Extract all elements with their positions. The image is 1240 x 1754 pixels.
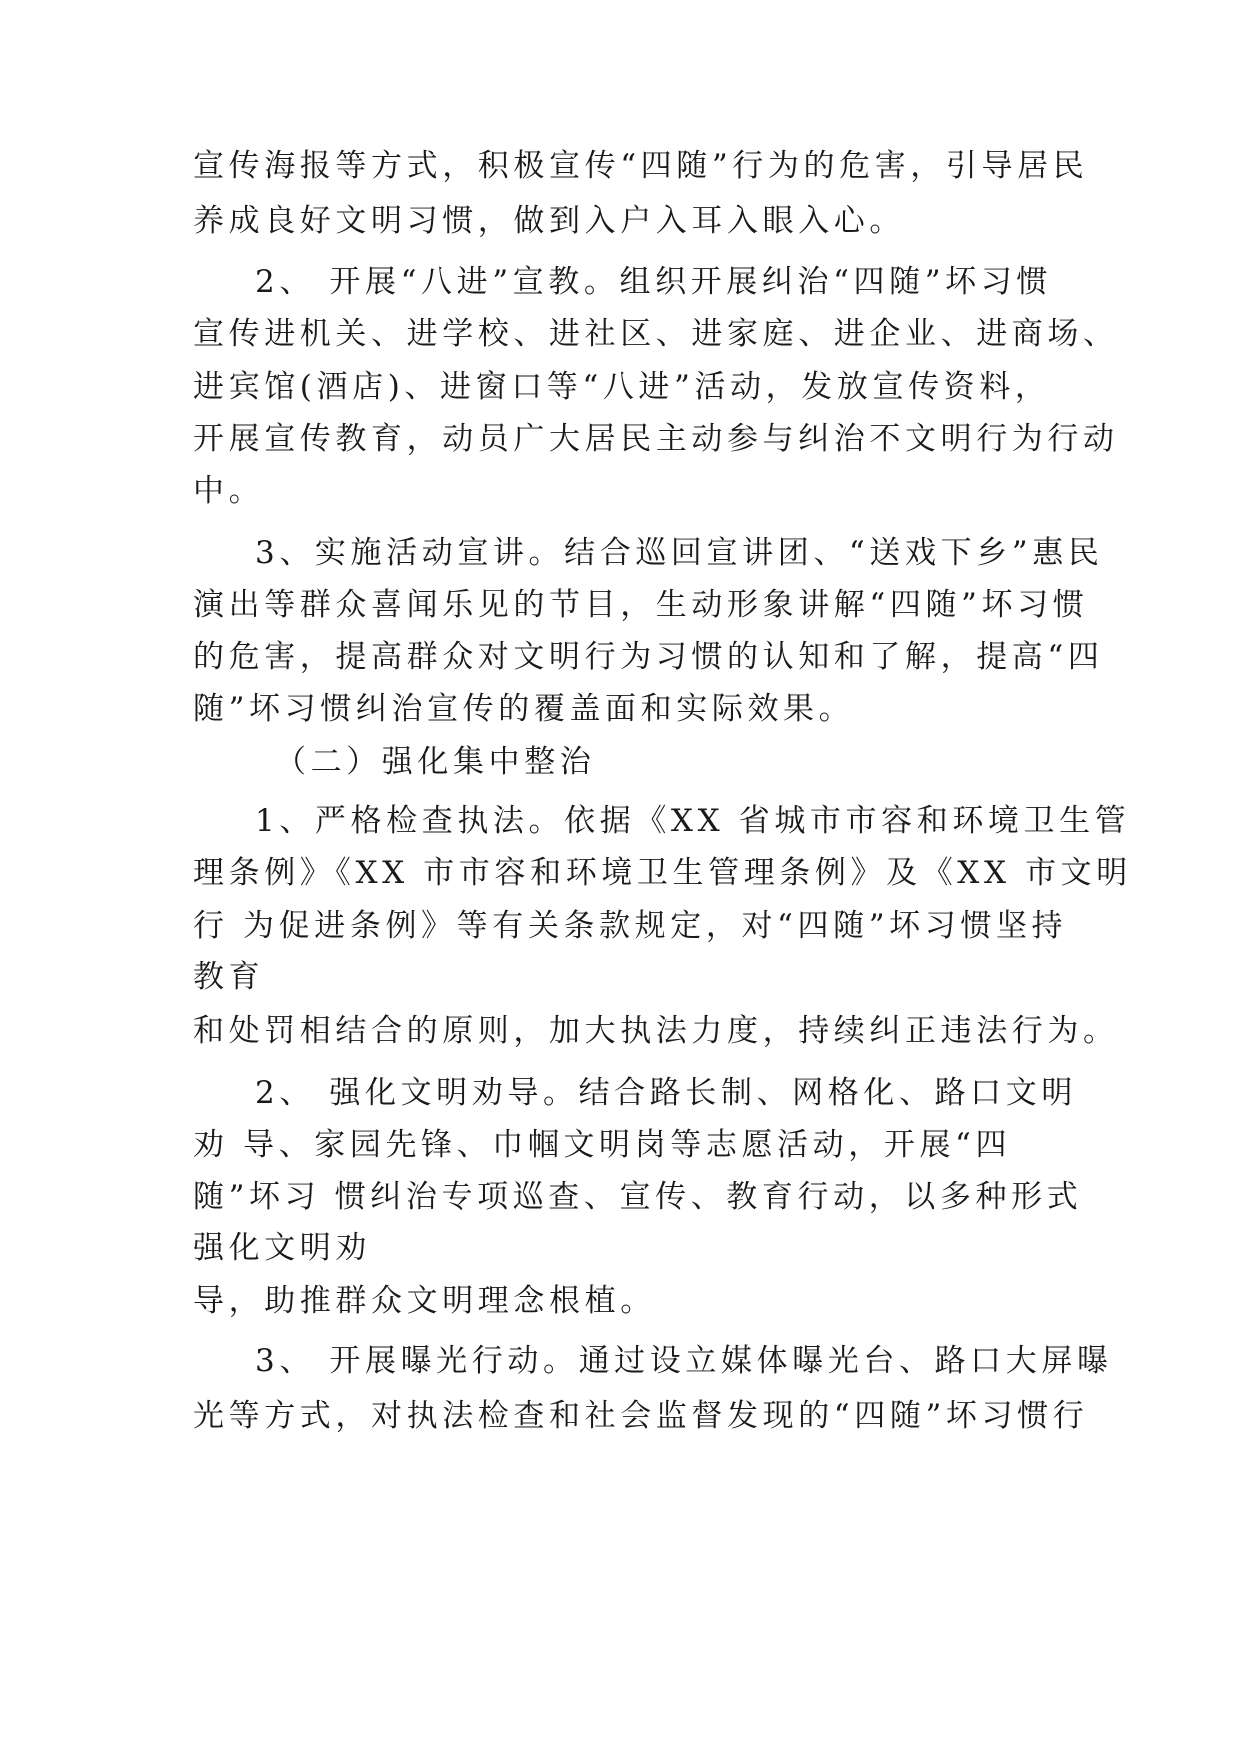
body-text-line: 和处罚相结合的原则，加大执法力度，持续纠正违法行为。 <box>193 1013 1119 1049</box>
body-text-line: 导，助推群众文明理念根植。 <box>193 1283 656 1319</box>
body-text-line: 1、严格检查执法。依据《XX 省城市市容和环境卫生管 <box>255 803 1131 839</box>
body-text-line: 宣传海报等方式，积极宣传“四随”行为的危害，引导居民 <box>193 148 1089 184</box>
body-text-line: 3、实施活动宣讲。结合巡回宣讲团、“送戏下乡”惠民 <box>255 535 1104 571</box>
body-text-line: 理条例》《XX 市市容和环境卫生管理条例》及《XX 市文明 <box>193 855 1132 891</box>
body-text-line: 随”坏习 惯纠治专项巡查、宣传、教育行动，以多种形式 <box>193 1179 1083 1215</box>
body-text-line: 强化文明劝 <box>193 1230 371 1266</box>
body-text-line: 养成良好文明习惯，做到入户入耳入眼入心。 <box>193 203 905 239</box>
body-text-line: 3、 开展曝光行动。通过设立媒体曝光台、路口大屏曝 <box>255 1343 1113 1379</box>
body-text-line: 中。 <box>193 473 265 509</box>
section-heading: （二）强化集中整治 <box>275 744 596 780</box>
body-text-line: 教育 <box>193 959 265 995</box>
body-text-line: 劝 导、家园先锋、巾帼文明岗等志愿活动，开展“四 <box>193 1127 1012 1163</box>
body-text-line: 的危害，提高群众对文明行为习惯的认知和了解，提高“四 <box>193 639 1104 675</box>
body-text-line: 行 为促进条例》等有关条款规定，对“四随”坏习惯坚持 <box>193 908 1068 944</box>
body-text-line: 光等方式，对执法检查和社会监督发现的“四随”坏习惯行 <box>193 1398 1089 1434</box>
body-text-line: 进宾馆(酒店)、进窗口等“八进”活动，发放宣传资料， <box>193 369 1051 405</box>
body-text-line: 宣传进机关、进学校、进社区、进家庭、进企业、进商场、 <box>193 316 1119 352</box>
body-text-line: 2、 强化文明劝导。结合路长制、网格化、路口文明 <box>255 1075 1077 1111</box>
body-text-line: 演出等群众喜闻乐见的节目，生动形象讲解“四随”坏习惯 <box>193 587 1089 623</box>
body-text-line: 开展宣传教育，动员广大居民主动参与纠治不文明行为行动 <box>193 421 1119 457</box>
body-text-line: 随”坏习惯纠治宣传的覆盖面和实际效果。 <box>193 691 855 727</box>
body-text-line: 2、 开展“八进”宣教。组织开展纠治“四随”坏习惯 <box>255 264 1052 300</box>
